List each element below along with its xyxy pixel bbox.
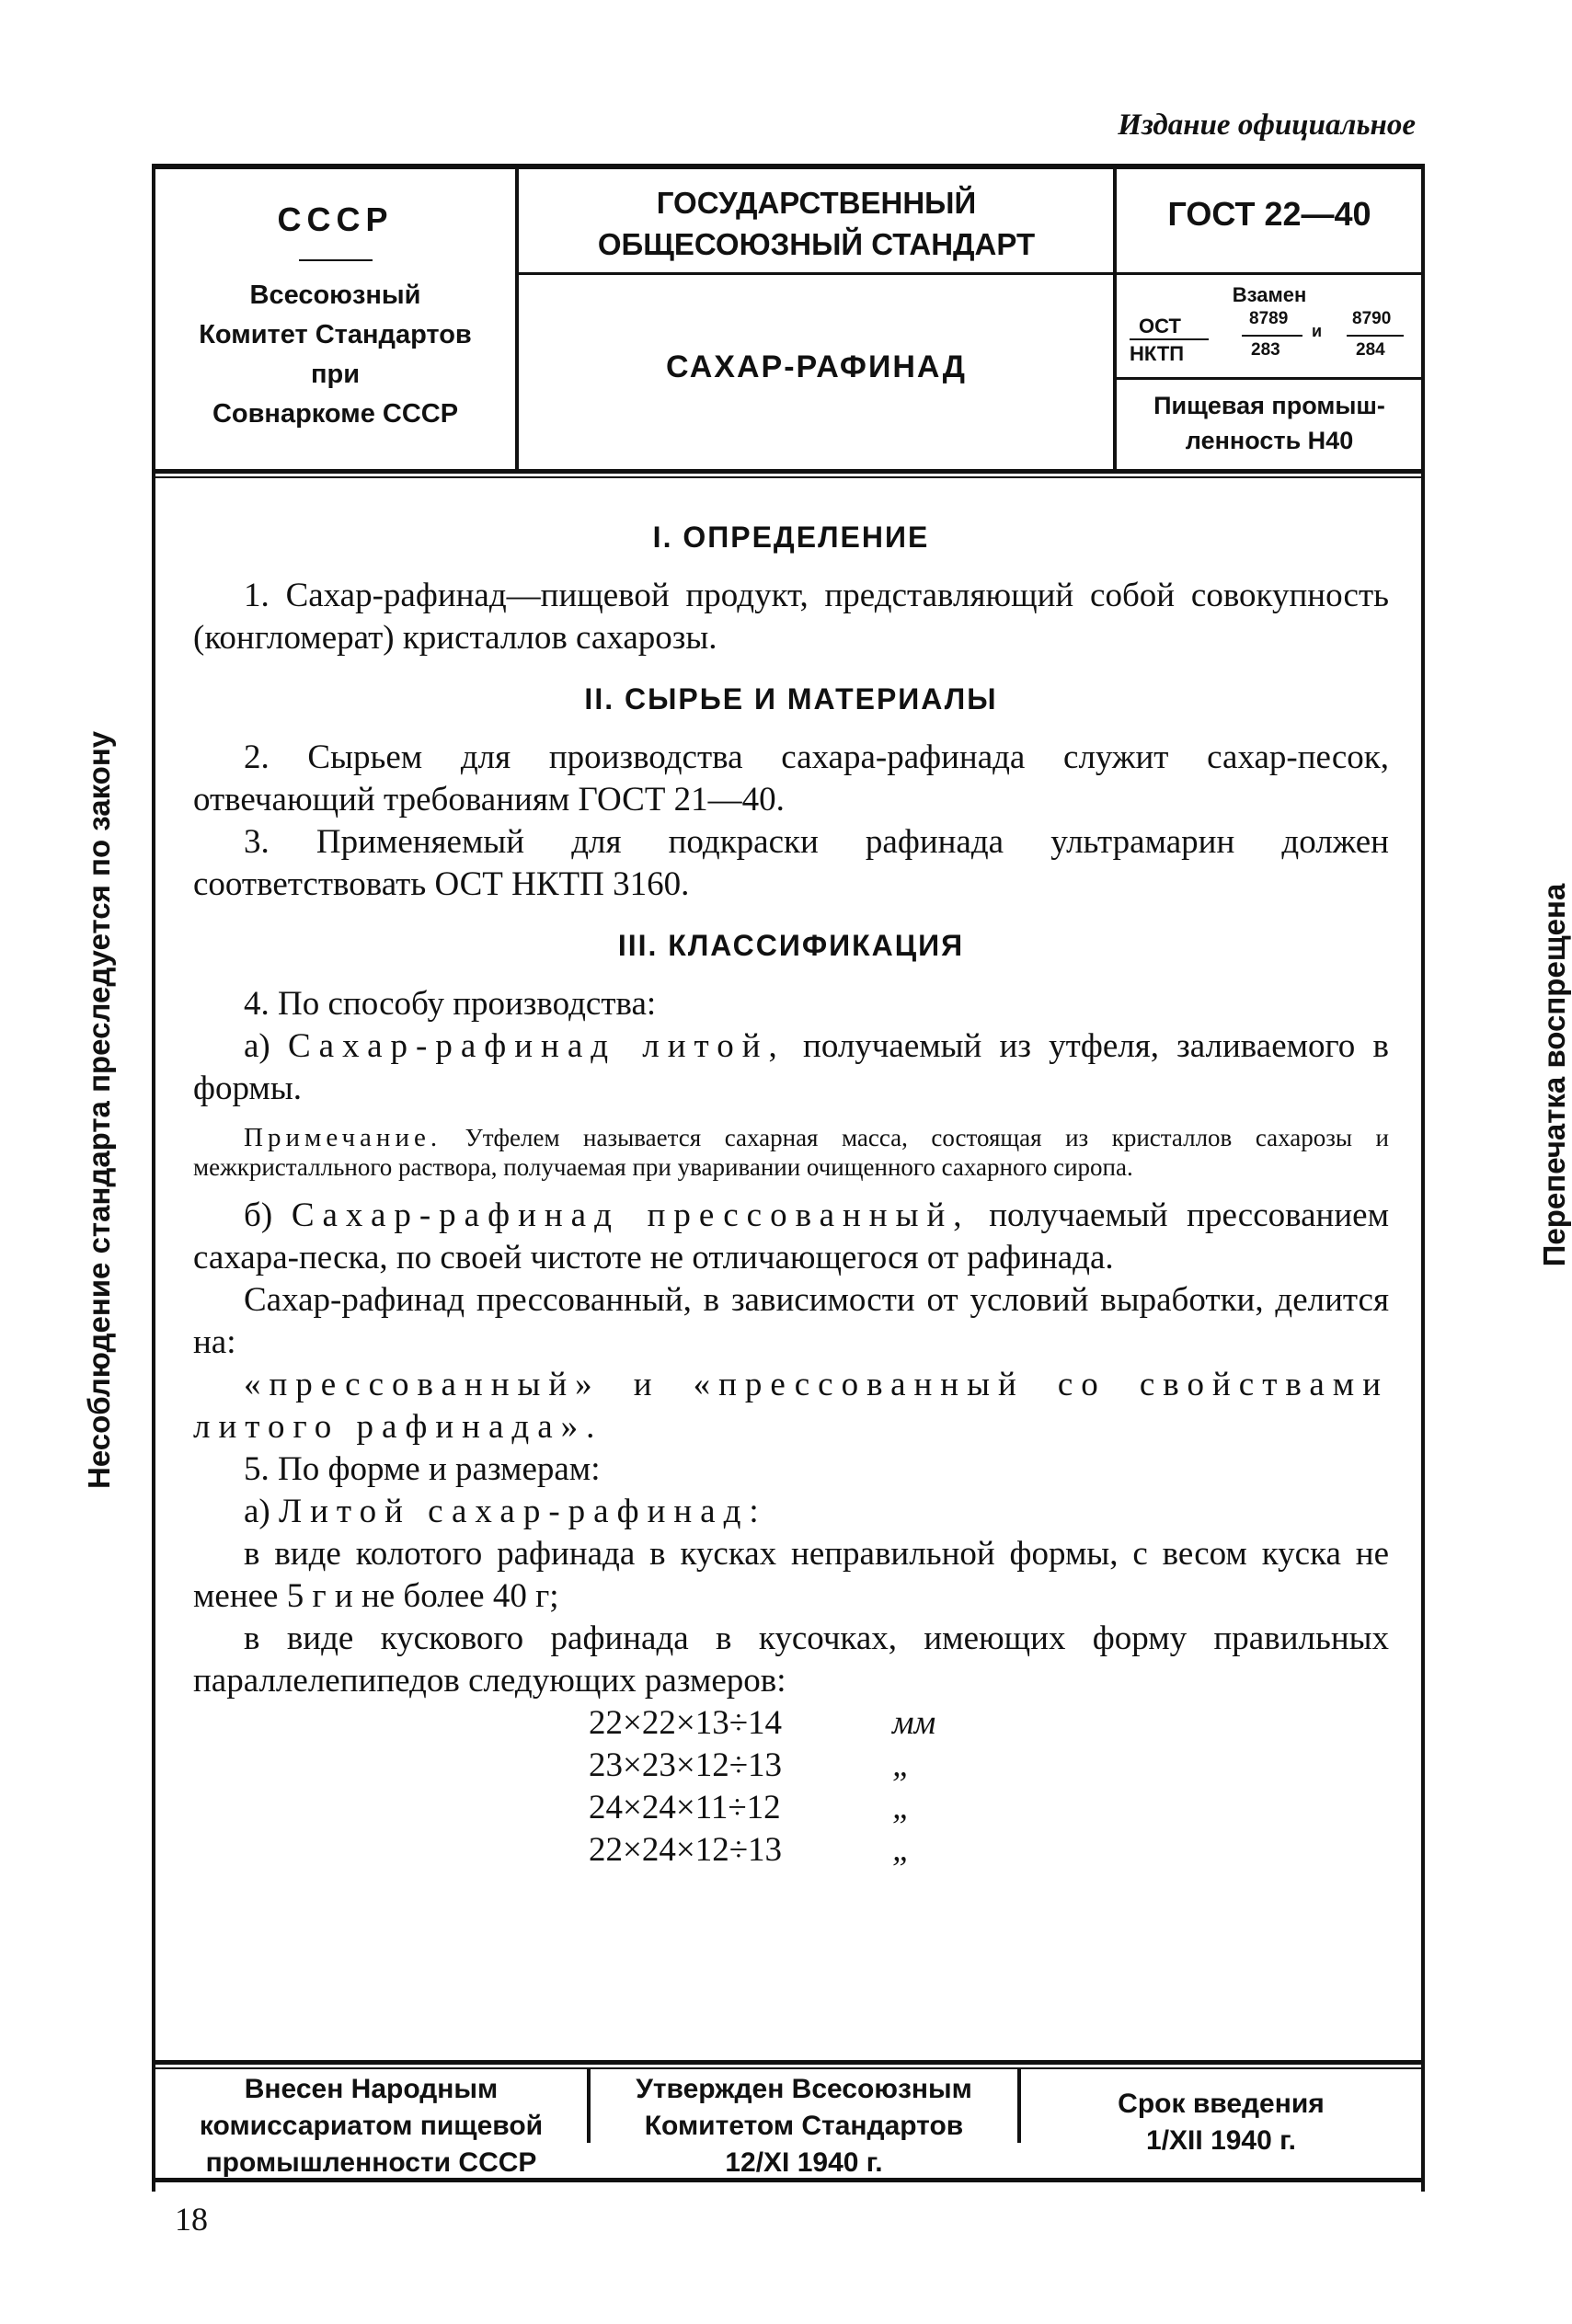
header-gost-rule xyxy=(1117,272,1421,275)
paragraph: 5. По форме и размерам: xyxy=(244,1450,601,1488)
dimension-unit: мм xyxy=(892,1704,936,1742)
paragraph-item xyxy=(193,1025,1389,1110)
committee-line: при xyxy=(310,360,361,389)
document-body xyxy=(193,510,1389,1872)
standard-type xyxy=(520,182,1113,265)
replaces-num2-bottom: 284 xyxy=(1356,340,1385,360)
replaces-rule xyxy=(1130,338,1209,340)
header-bottom-rule-thin xyxy=(155,476,1421,478)
item-marker: а) xyxy=(244,1027,270,1065)
frame-right-line xyxy=(1421,164,1425,2192)
introduced-by xyxy=(155,2071,587,2181)
footer-top-rule-thin xyxy=(155,2067,1421,2069)
dimension-row xyxy=(589,1829,984,1872)
dimension-unit: „ xyxy=(892,1789,912,1826)
fraction-bar xyxy=(1242,335,1302,337)
product-title: САХАР-РАФИНАД xyxy=(666,349,967,384)
legal-warning-vertical: Несоблюдение стандарта преследуется по закону xyxy=(82,730,116,1489)
frame-left-line xyxy=(152,164,155,2192)
dimension-unit: „ xyxy=(892,1746,912,1784)
approved-line: Комитетом Стандартов xyxy=(644,2111,964,2141)
dimension-row xyxy=(589,1787,984,1829)
introduced-line: комиссариатом пищевой xyxy=(199,2111,544,2141)
industry-block xyxy=(1118,388,1421,458)
country-label: СССР xyxy=(277,200,394,238)
spaced-term: Сахар-рафинад литой, xyxy=(287,1027,786,1065)
reprint-prohibited-vertical: Перепечатка воспрещена xyxy=(1537,883,1571,1267)
replaces-ost: ОСТ xyxy=(1139,315,1181,338)
note-heading: Примечание. xyxy=(244,1123,442,1152)
section-title: III. КЛАССИФИКАЦИЯ xyxy=(617,929,965,962)
dimension-size: 22×22×13÷14 xyxy=(589,1704,783,1742)
footer-top-rule xyxy=(155,2060,1421,2065)
dimension-row xyxy=(589,1702,984,1745)
replaces-nktp: НКТП xyxy=(1130,342,1185,365)
header-replaces-rule xyxy=(1117,377,1421,380)
item-text: получаемый из утфеля, заливаемого в формы. xyxy=(193,1027,1389,1107)
effective-date xyxy=(1021,2086,1421,2159)
approved-by xyxy=(591,2071,1017,2181)
dimension-size: 23×23×12÷13 xyxy=(589,1746,783,1784)
paragraph: Сахар-рафинад прессованный, в зависимости от условий выработки, делится на: xyxy=(193,1281,1389,1361)
approved-line: Утвержден Всесоюзным xyxy=(636,2074,972,2104)
committee-line: Совнаркоме СССР xyxy=(212,399,459,429)
replaces-num1-bottom: 283 xyxy=(1251,340,1280,360)
effective-line: Срок введения xyxy=(1118,2089,1325,2119)
replaces-num1-top: 8789 xyxy=(1249,309,1289,328)
committee-line: Комитет Стандартов xyxy=(199,320,472,349)
dimension-row xyxy=(589,1745,984,1787)
paragraph: 4. По способу производства: xyxy=(244,985,657,1023)
note xyxy=(193,1123,1389,1182)
paragraph-item xyxy=(193,1195,1389,1279)
industry-line: Пищевая промыш- xyxy=(1153,392,1385,419)
note-text: Утфелем называется сахарная масса, состоящая из кристаллов сахарозы и межкристалльного раствора, получаемая при уваривании очищенного сахарного сиропа. xyxy=(193,1124,1390,1181)
replaces-num2-top: 8790 xyxy=(1352,309,1392,328)
item-marker: а) xyxy=(244,1493,270,1530)
section-title: II. СЫРЬЕ И МАТЕРИАЛЫ xyxy=(584,682,998,716)
header-divider-1 xyxy=(515,169,519,469)
replaces-grid xyxy=(1130,309,1415,373)
replaces-and: и xyxy=(1312,322,1323,340)
effective-line: 1/XII 1940 г. xyxy=(1146,2125,1296,2156)
header-bottom-rule xyxy=(155,469,1421,474)
replaces-label: Взамен xyxy=(1232,283,1307,306)
dimension-unit: „ xyxy=(892,1831,912,1869)
spaced-term: Литой сахар-рафинад: xyxy=(279,1493,767,1530)
section-title: I. ОПРЕДЕЛЕНИЕ xyxy=(652,521,930,554)
approved-line: 12/XI 1940 г. xyxy=(725,2147,883,2178)
dimension-size: 22×24×12÷13 xyxy=(589,1831,783,1869)
committee-block xyxy=(155,276,515,434)
paragraph: 2. Сырьем для производства сахара-рафинада служит сахар-песок, отвечающий требованиям ГОСТ 21—40. xyxy=(193,738,1389,819)
country-underline xyxy=(299,259,373,261)
paragraph: в виде колотого рафинада в кусках неправильной формы, с весом куска не менее 5 г и не более 40 г; xyxy=(193,1535,1389,1615)
paragraph: в виде кускового рафинада в кусочках, имеющих форму правильных параллелепипедов следующих размеров: xyxy=(193,1620,1389,1700)
header-mid-rule xyxy=(519,272,1113,275)
dimensions-list xyxy=(589,1702,984,1872)
standard-type-line: ОБЩЕСОЮЗНЫЙ СТАНДАРТ xyxy=(597,227,1036,261)
spaced-term: Сахар-рафинад прессованный, xyxy=(291,1196,970,1234)
industry-line: ленность Н40 xyxy=(1185,427,1354,454)
item-marker: б) xyxy=(244,1196,273,1234)
page-number: 18 xyxy=(175,2201,208,2238)
edition-label: Издание официальное xyxy=(1118,109,1416,142)
committee-line: Всесоюзный xyxy=(249,280,421,310)
item-text: получаемый прессованием сахара-песка, по своей чистоте не отличающегося от рафинада. xyxy=(193,1196,1389,1276)
spaced-paragraph: «прессованный» и «прессованный со свойствами литого рафинада». xyxy=(193,1366,1389,1446)
header-top-rule xyxy=(155,164,1421,169)
gost-number: ГОСТ 22—40 xyxy=(1167,195,1371,233)
header-divider-2 xyxy=(1113,169,1117,469)
dimension-size: 24×24×11÷12 xyxy=(589,1789,781,1826)
standard-type-line: ГОСУДАРСТВЕННЫЙ xyxy=(656,186,977,220)
paragraph: 1. Сахар-рафинад—пищевой продукт, представляющий собой совокупность (конгломерат) кристаллов сахарозы. xyxy=(193,577,1389,657)
paragraph: 3. Применяемый для подкраски рафинада ультрамарин должен соответствовать ОСТ НКТП 3160. xyxy=(193,823,1389,903)
introduced-line: Внесен Народным xyxy=(244,2074,499,2104)
paragraph-item xyxy=(193,1491,1389,1533)
fraction-bar xyxy=(1347,335,1404,337)
introduced-line: промышленности СССР xyxy=(205,2147,537,2178)
